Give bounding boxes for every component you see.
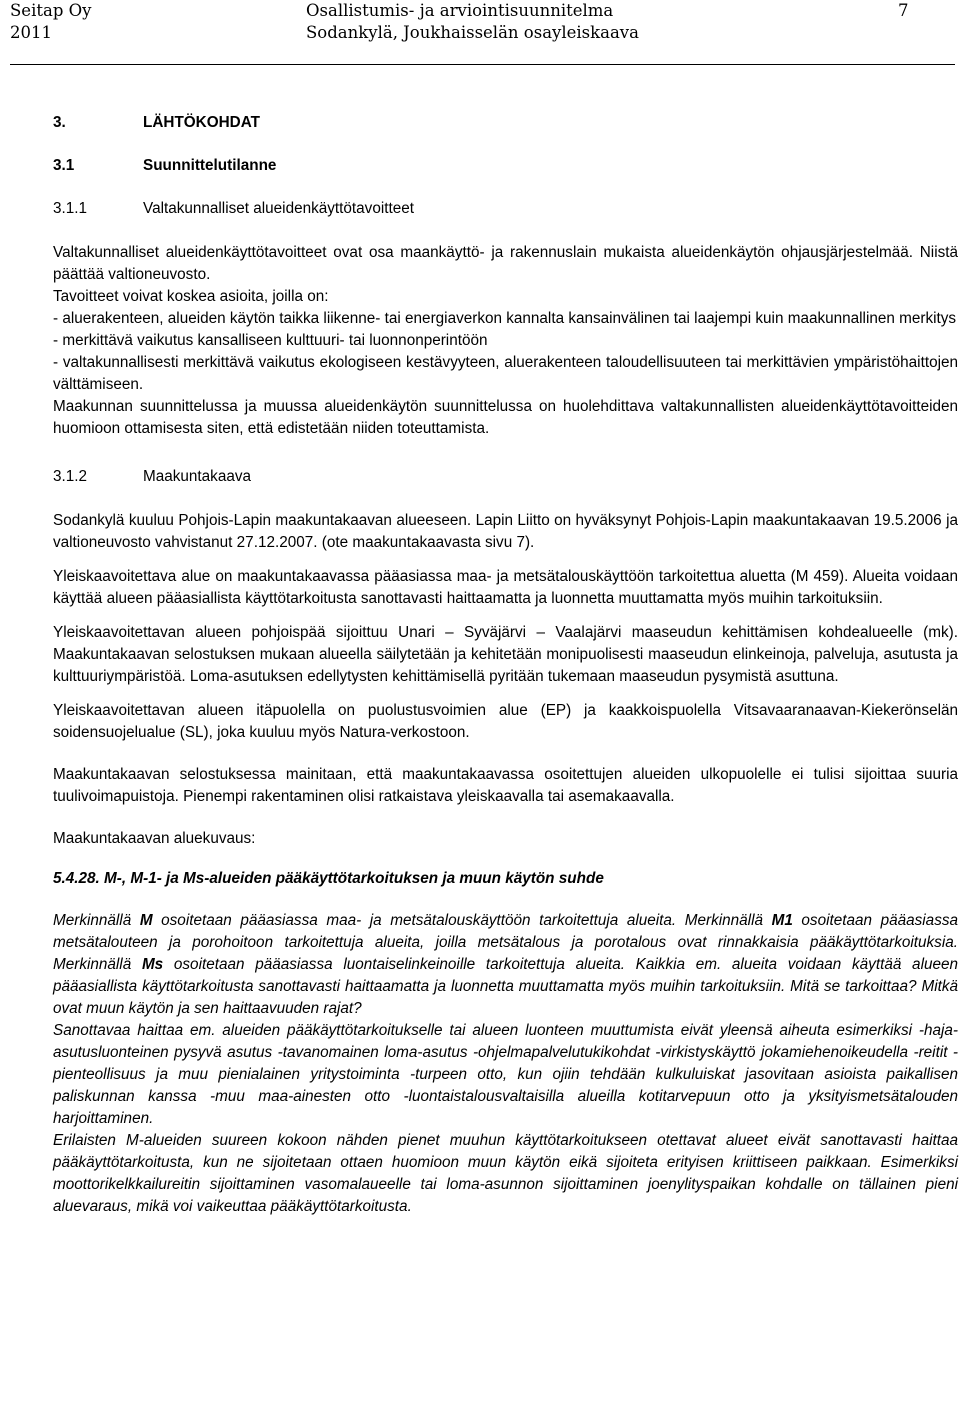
section-heading-3 — [53, 108, 958, 134]
subsection-title: Suunnittelutilanne — [143, 157, 277, 174]
quote-term-m1: M1 — [771, 912, 793, 929]
quote-text: Merkinnällä — [53, 912, 140, 929]
section-number: 3. — [53, 114, 66, 131]
header-company-block — [10, 0, 91, 44]
subsection-heading-3-1-1 — [53, 198, 958, 220]
document-body — [53, 108, 958, 1218]
header-year: 2011 — [10, 23, 52, 42]
quote-text: osoitetaan pääasiassa metsätalouteen ja porohoitoon tarkoitettuja alueita, joilla metsätalous ja porotalous ovat rinnakkaisia pääkäyttötarkoituksia. Merkinnällä — [53, 912, 958, 973]
header-title-line1: Osallistumis- ja arviointisuunnitelma — [306, 1, 614, 20]
header-divider — [10, 64, 955, 65]
list-item: - merkittävä vaikutus kansalliseen kulttuuri- tai luonnonperintöön — [53, 332, 488, 349]
quote-term-ms: Ms — [141, 956, 164, 973]
quote-text: osoitetaan pääasiassa maa- ja metsätalouskäyttöön tarkoitettuja alueita. Merkinnällä — [152, 912, 772, 929]
page-number: 7 — [898, 1, 909, 20]
paragraph: Sodankylä kuuluu Pohjois-Lapin maakuntakaavan alueeseen. Lapin Liitto on hyväksynyt Pohjois-Lapin maakuntakaavan 19.5.2006 ja valtioneuvosto vahvistanut 27.12.2007. (ote maakuntakaavasta sivu 7). — [53, 512, 958, 551]
paragraph-valtakunnalliset — [53, 242, 958, 440]
header-title-block — [306, 0, 639, 44]
paragraph-line: Valtakunnalliset alueidenkäyttötavoitteet ovat osa maankäyttö- ja rakennuslain mukaista alueidenkäytön ohjausjärjestelmää. Niistä päättää valtioneuvosto. — [53, 244, 958, 283]
header-company: Seitap Oy — [10, 1, 92, 20]
list-item: - aluerakenteen, alueiden käytön taikka liikenne- tai energiaverkon kannalta kansainvälinen tai laajempi kuin maakunnallinen merkitys — [53, 310, 957, 327]
paragraph-line: Tavoitteet voivat koskea asioita, joilla on: — [53, 288, 329, 305]
subsection-number: 3.1.2 — [53, 468, 88, 485]
paragraph: Yleiskaavoitettavan alueen itäpuolella on puolustusvoimien alue (EP) ja kaakkoispuolella Vitsavaaranaavan-Kiekerönselän soidensuojelualue (SL), joka kuuluu myös Natura-verkostoon. — [53, 702, 958, 741]
quoted-paragraph: Sanottavaa haittaa em. alueiden pääkäyttötarkoitukselle tai alueen luonteen muuttumista eivät yleensä aiheuta esimerkiksi -haja-asutusluonteinen pysyvä asutus -tavanomainen loma-asutus -ohjelmapalvelutukikohdat -virkistyskäyttö jokamiehenoikeudella -reitit -pienteollisuus ja muu pienialainen yritystoiminta -turpeen otto, kun ojiin tehdään kulkuluiskat jasovitaan asioista paikallisen paliskunnan kanssa -muu maa-ainesten otto -luontaistalousvaltaisilla alueilla kotitarvepuun otto ja yksityismetsätalouden harjoittaminen. — [53, 1022, 958, 1127]
page-header — [0, 0, 960, 68]
header-title-line2: Sodankylä, Joukhaisselän osayleiskaava — [306, 23, 639, 42]
quote-term-m: M — [139, 912, 153, 929]
subsection-heading-3-1 — [53, 155, 958, 177]
quoted-heading: 5.4.28. M-, M-1- ja Ms-alueiden pääkäyttötarkoituksen ja muun käytön suhde — [53, 870, 604, 887]
paragraph: Maakuntakaavan selostuksessa mainitaan, että maakuntakaavassa osoitettujen alueiden ulkopuolelle ei tulisi sijoittaa suuria tuulivoimapuistoja. Pienempi rakentaminen olisi ratkaistava yleiskaavalla tai asemakaavalla. — [53, 766, 958, 805]
quoted-paragraph — [53, 910, 958, 1020]
quoted-paragraph: Erilaisten M-alueiden suureen kokoon nähden pienet muuhun käyttötarkoitukseen otettavat alueet eivät sanottavasti haittaa pääkäyttötarkoitusta, kun ne sijoitetaan ottaen huomioon muun käytön eikä sijoiteta erityisen kriittiseen paikkaan. Esimerkiksi moottorikelkkailureitin sijoittaminen vasomalaueelle tai loma-asunnon sijoittaminen joenylityspaikan kohdalle on tällainen pieni aluevaraus, mikä voi vaikeuttaa pääkäyttötarkoitusta. — [53, 1132, 958, 1215]
subsection-number: 3.1.1 — [53, 200, 88, 217]
paragraph-line: Maakunnan suunnittelussa ja muussa alueidenkäytön suunnittelussa on huolehdittava valtakunnallisten alueidenkäyttötavoitteiden huomioon ottamisesta siten, että edistetään niiden toteuttamista. — [53, 398, 958, 437]
paragraph: Yleiskaavoitettavan alueen pohjoispää sijoittuu Unari – Syväjärvi – Vaalajärvi maaseudun kehittämisen kohdealueelle (mk). Maakuntakaavan selostuksen mukaan alueella säilytetään ja kehitetään monipuolisesti maaseudun elinkeinoja, palveluja, asutusta ja kulttuuriympäristöä. Loma-asutuksen edellytysten kehittämisellä pyritään tukemaan maaseudun pysymistä asuttuna. — [53, 624, 958, 685]
paragraph: Maakuntakaavan aluekuvaus: — [53, 830, 256, 847]
subsection-number: 3.1 — [53, 157, 75, 174]
paragraph: Yleiskaavoitettava alue on maakuntakaavassa pääasiassa maa- ja metsätalouskäyttöön tarkoitettua aluetta (M 459). Alueita voidaan käyttää alueen pääasiallista käyttötarkoitusta sanottavasti haittaamatta ja luonnetta muuttamatta myös muihin tarkoituksiin. — [53, 568, 958, 607]
subsection-title: Valtakunnalliset alueidenkäyttötavoitteet — [143, 200, 414, 217]
section-title: LÄHTÖKOHDAT — [143, 114, 260, 131]
subsection-heading-3-1-2 — [53, 466, 958, 488]
list-item: - valtakunnallisesti merkittävä vaikutus ekologiseen kestävyyteen, aluerakenteen taloudellisuuteen tai merkittävien ympäristöhaittojen välttämiseen. — [53, 354, 958, 393]
subsection-title: Maakuntakaava — [143, 468, 251, 485]
quote-text: osoitetaan pääasiassa luontaiselinkeinoille tarkoitettuja alueita. Kaikkia em. alueita voidaan käyttää alueen pääasiallista käyttötarkoitusta sanottavasti haittaamatta ja luonnetta muuttamatta myös muihin tarkoituksiin. Mitä se tarkoittaa? Mitkä ovat muun käytön ja sen haittaavuuden rajat? — [53, 956, 958, 1017]
